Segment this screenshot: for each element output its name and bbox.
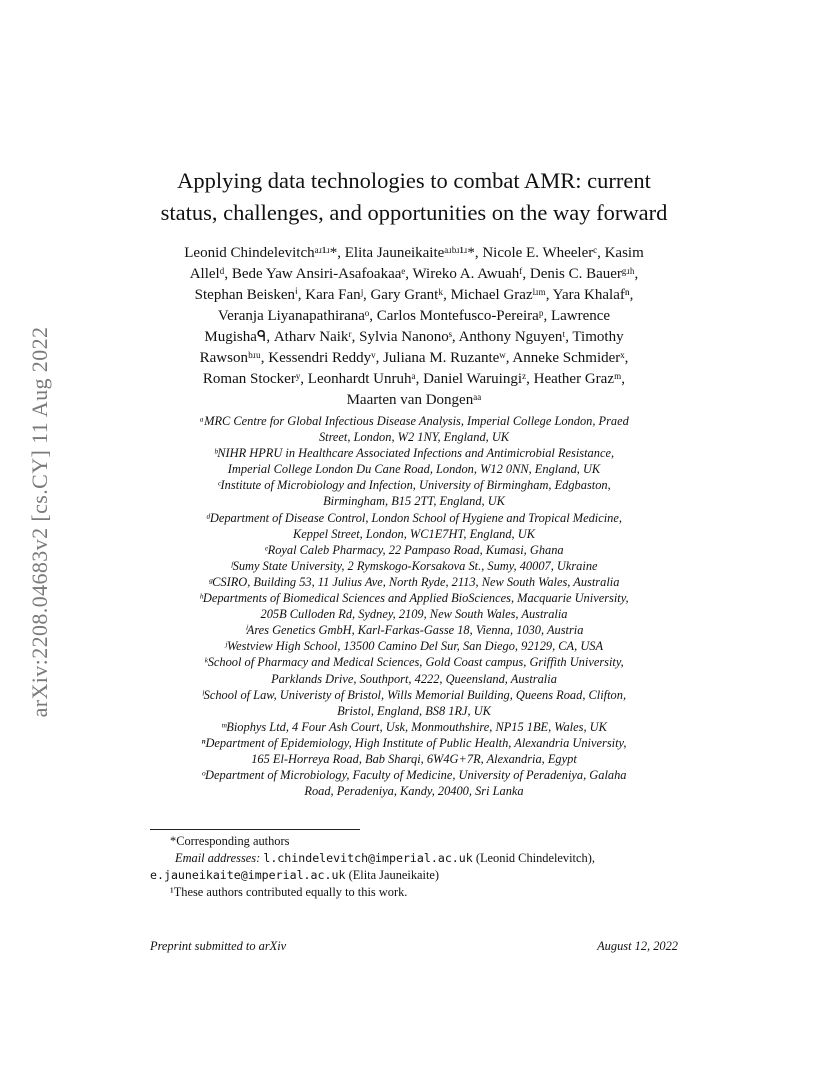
affiliation-line: ᵍCSIRO, Building 53, 11 Julius Ave, North Ryde, 2113, New South Wales, Australia [208, 574, 620, 589]
affiliation-line: Street, London, W2 1NY, England, UK [318, 430, 510, 445]
affiliation-line: Parklands Drive, Southport, 4222, Queensland, Australia [271, 671, 557, 686]
affiliation-line: ⁱAres Genetics GmbH, Karl-Farkas-Gasse 18, Vienna, 1030, Austria [244, 623, 584, 638]
email-name-2: (Elita Jauneikaite) [348, 868, 440, 882]
affiliation-line: Road, Peradeniya, Kandy, 20400, Sri Lanka [304, 784, 524, 799]
equal-contribution-note: ¹These authors contributed equally to this work. [170, 885, 408, 899]
affiliation-line: ᵒDepartment of Microbiology, Faculty of Medicine, University of Peradeniya, Galaha [201, 768, 627, 783]
affiliation-line: ᵃMRC Centre for Global Infectious Disease Analysis, Imperial College London, Praed [199, 414, 629, 428]
arxiv-identifier: arXiv:2208.04683v2 [cs.CY] 11 Aug 2022 [27, 326, 52, 718]
paper-title [130, 165, 698, 229]
author-line: Leonid Chindelevitchᵃʴ¹ʴ*, Elita Jauneikaiteᵃʴᵇʴ¹ʴ*, Nicole E. Wheelerᶜ, Kasim [184, 245, 644, 261]
footnotes [150, 833, 678, 901]
preprint-note: Preprint submitted to arXiv [150, 939, 287, 953]
arxiv-sidebar [22, 282, 58, 762]
affiliation-line: ᵐBiophys Ltd, 4 Four Ash Court, Usk, Monmouthshire, NP15 1BE, Wales, UK [221, 719, 607, 734]
title-line: status, challenges, and opportunities on the way forward [160, 200, 668, 225]
affiliation-line: ᵏSchool of Pharmacy and Medical Sciences, Gold Coast campus, Griffith University, [204, 655, 624, 670]
affiliation-line: ᵉRoyal Caleb Pharmacy, 22 Pampaso Road, Kumasi, Ghana [264, 542, 564, 557]
affiliation-line: Bristol, England, BS8 1RJ, UK [337, 703, 491, 718]
affiliation-line: Birmingham, B15 2TT, England, UK [323, 494, 505, 509]
page-footer [150, 939, 678, 954]
author-line: Roman Stockerʸ, Leonhardt Unruhᵃ, Daniel Waruingiᶻ, Heather Grazᵐ, [202, 371, 626, 387]
affiliation-line: Keppel Street, London, WC1E7HT, England, UK [293, 526, 535, 541]
author-line: Allelᵈ, Bede Yaw Ansiri-Asafoakaaᵉ, Wireko A. Awuahᶠ, Denis C. Bauerᵍʴʰ, [189, 266, 639, 282]
affiliation-list [140, 413, 688, 799]
affiliation-line: ˡSchool of Law, Univeristy of Bristol, Wills Memorial Building, Queens Road, Clifton, [201, 687, 627, 702]
affiliation-line: ᶜInstitute of Microbiology and Infection, University of Birmingham, Edgbaston, [217, 478, 611, 493]
author-list [140, 243, 688, 411]
affiliation-line: ʰDepartments of Biomedical Sciences and Applied BioSciences, Macquarie University, [199, 591, 629, 606]
email-line [150, 850, 678, 867]
affiliation-line: 205B Culloden Rd, Sydney, 2109, New South Wales, Australia [260, 607, 568, 622]
corresponding-note: *Corresponding authors [170, 834, 290, 848]
author-line: Maarten van Dongenᵃᵃ [346, 392, 482, 408]
email-line-2 [150, 867, 678, 884]
email-name-1: (Leonid Chindelevitch), [475, 851, 595, 865]
date: August 12, 2022 [597, 939, 678, 953]
author-line: Rawsonᵇʴᵘ, Kessendri Reddyᵛ, Juliana M. Ruzanteʷ, Anneke Schmiderˣ, [199, 350, 629, 366]
author-line: Veranja Liyanapathiranaᵒ, Carlos Montefusco-Pereiraᵖ, Lawrence [217, 308, 611, 324]
email-label: Email addresses: [175, 851, 261, 865]
affiliation-line: Imperial College London Du Cane Road, London, W12 0NN, England, UK [227, 462, 601, 477]
footnote-divider [150, 829, 360, 830]
author-line: Mugishaᑫ, Atharv Naikʳ, Sylvia Nanonoˢ, Anthony Nguyenᵗ, Timothy [204, 329, 624, 345]
affiliation-line: ʲWestview High School, 13500 Camino Del Sur, San Diego, 92129, CA, USA [224, 639, 604, 654]
affiliation-line: ᵈDepartment of Disease Control, London School of Hygiene and Tropical Medicine, [206, 510, 622, 525]
title-line: Applying data technologies to combat AMR: current [177, 168, 651, 193]
email-link-2[interactable]: e.jauneikaite@imperial.ac.uk [150, 868, 346, 882]
affiliation-line: ᵇNIHR HPRU in Healthcare Associated Infections and Antimicrobial Resistance, [213, 446, 615, 461]
affiliation-line: ᶠSumy State University, 2 Rymskogo-Korsakova St., Sumy, 40007, Ukraine [230, 558, 598, 573]
email-link-1[interactable]: l.chindelevitch@imperial.ac.uk [263, 851, 473, 865]
author-line: Stephan Beiskenⁱ, Kara Fanʲ, Gary Grantᵏ, Michael Grazˡʴᵐ, Yara Khalafⁿ, [194, 287, 634, 303]
affiliation-line: ⁿDepartment of Epidemiology, High Institute of Public Health, Alexandria University, [201, 735, 627, 750]
affiliation-line: 165 El-Horreya Road, Bab Sharqi, 6W4G+7R, Alexandria, Egypt [251, 751, 577, 766]
